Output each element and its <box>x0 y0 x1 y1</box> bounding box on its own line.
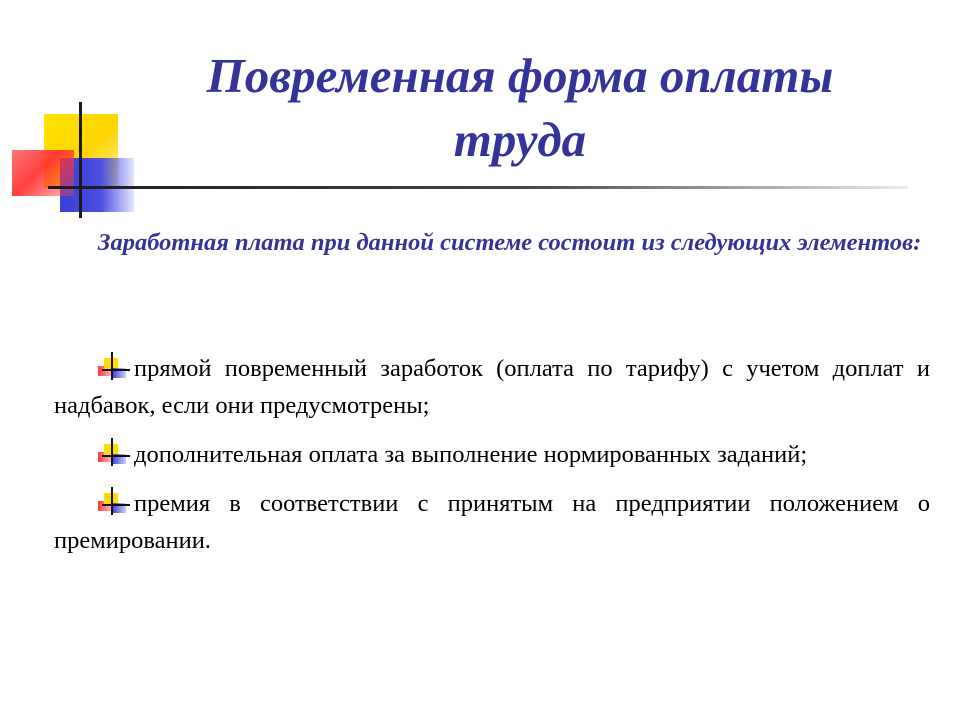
vertical-rule <box>79 102 82 218</box>
bullet-squares-icon <box>98 487 132 515</box>
list-item-text: дополнительная оплата за выполнение нормированных заданий; <box>134 441 808 468</box>
list-item-text: премия в соответствии с принятым на предприятии положением о премировании. <box>54 490 930 554</box>
intro-paragraph: Заработная плата при данной системе состоит из следующих элементов: <box>98 229 922 256</box>
slide-title <box>140 44 900 172</box>
list-item <box>54 485 930 559</box>
title-line-2: труда <box>453 112 587 167</box>
red-square-shape <box>12 150 74 196</box>
list-item <box>54 436 930 473</box>
bullet-squares-icon <box>98 438 132 466</box>
bullet-squares-icon <box>98 352 132 380</box>
title-line-1: Повременная форма оплаты <box>206 48 834 103</box>
list-item <box>54 350 930 424</box>
list-item-text: прямой повременный заработок (оплата по тарифу) с учетом доплат и надбавок, если они предусмотрены; <box>54 355 930 419</box>
title-underline-rule <box>48 186 908 189</box>
bullet-list <box>54 350 930 571</box>
